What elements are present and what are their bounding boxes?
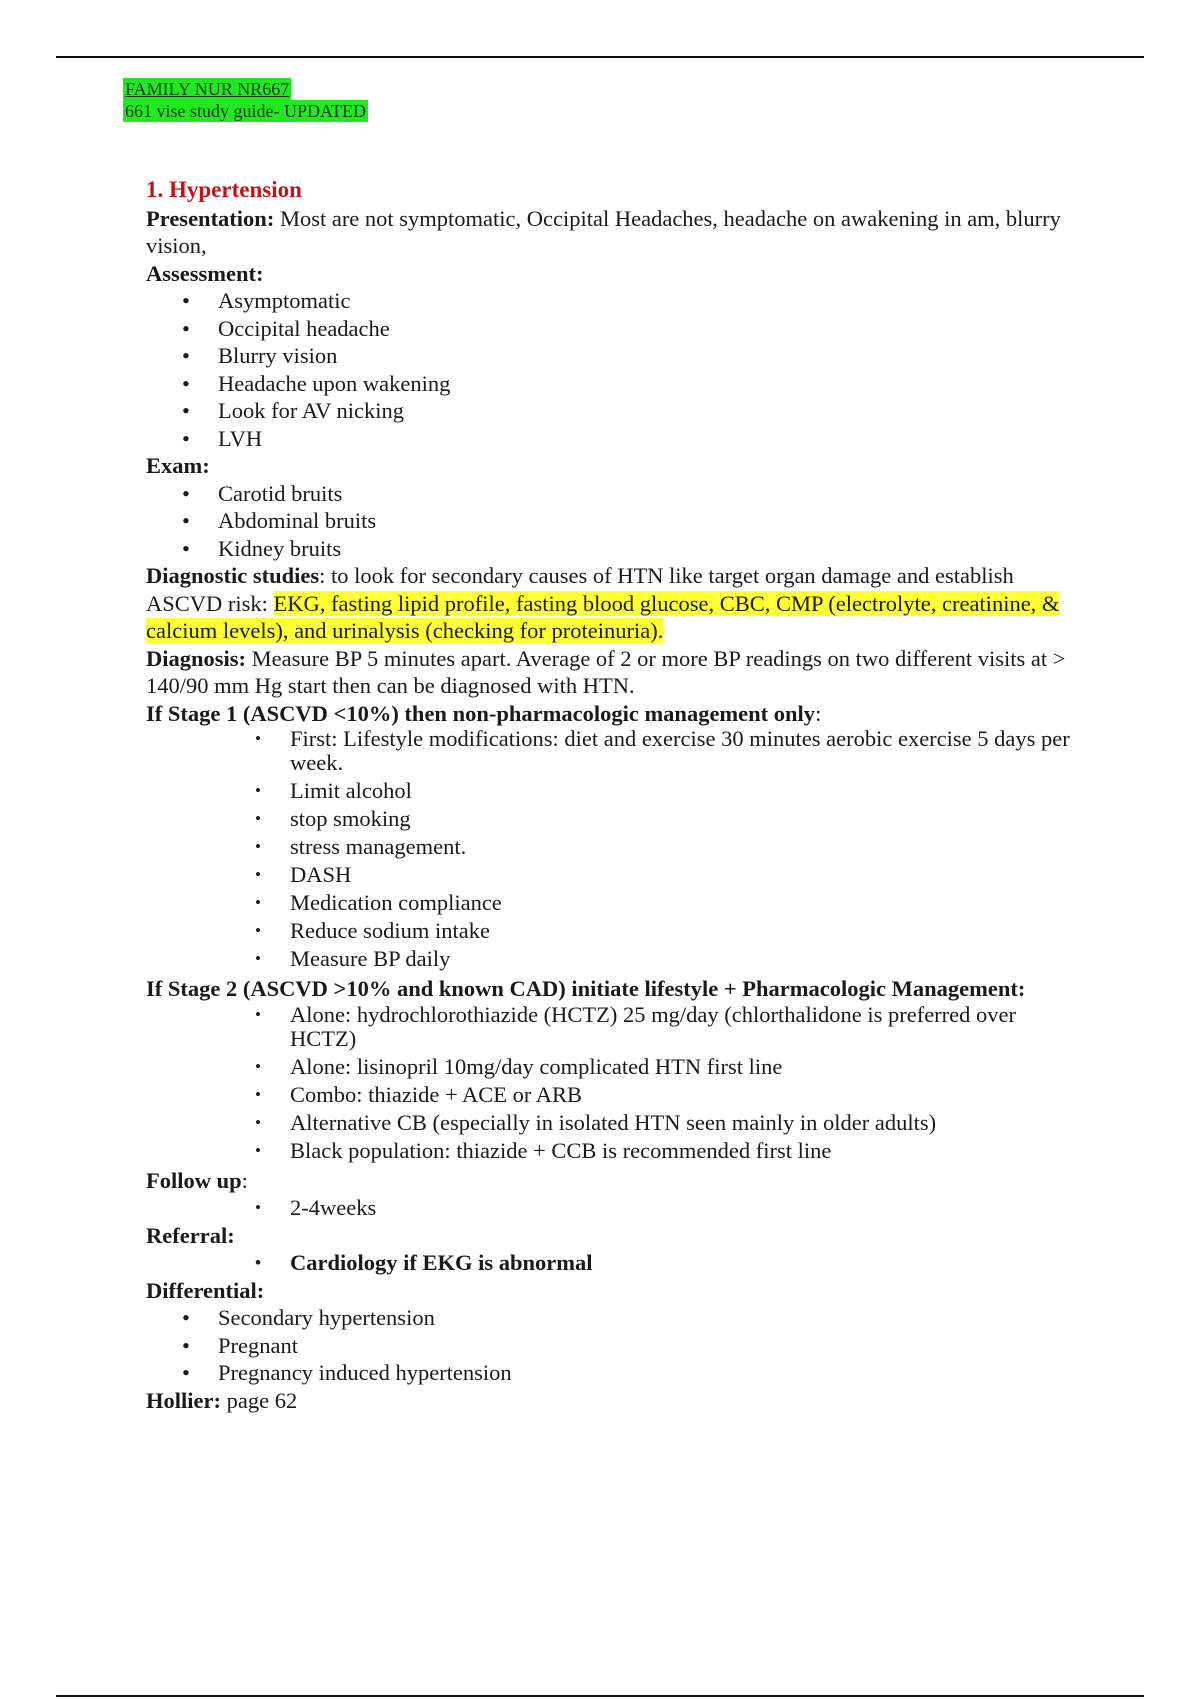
list-item: • Occipital headache: [146, 315, 1086, 343]
stage2-heading: If Stage 2 (ASCVD >10% and known CAD) initiate lifestyle + Pharmacologic Management:: [146, 976, 1026, 1001]
document-body: [146, 176, 1086, 1414]
hollier-label: Hollier:: [146, 1387, 221, 1413]
list-item: • Abdominal bruits: [146, 507, 1086, 535]
assessment-list: [146, 287, 1086, 452]
list-item: • Pregnancy induced hypertension: [146, 1359, 1086, 1387]
diagnosis-paragraph: [146, 645, 1086, 700]
hollier-text: page 62: [220, 1387, 298, 1413]
list-item: • Secondary hypertension: [146, 1304, 1086, 1332]
top-rule: [56, 56, 1144, 58]
presentation-label: Presentation:: [146, 205, 275, 231]
list-item: • stop smoking: [146, 807, 1086, 835]
list-item: • Headache upon wakening: [146, 370, 1086, 398]
diagnostic-highlight: EKG, fasting lipid profile, fasting blood glucose, CBC, CMP (electrolyte, creatinine, & calcium levels), and urinalysis (checking for proteinuria).: [146, 590, 1060, 643]
list-item: • Kidney bruits: [146, 535, 1086, 563]
list-item: • Carotid bruits: [146, 480, 1086, 508]
header-course: FAMILY NUR NR667: [125, 79, 290, 99]
diagnostic-text: : to look for secondary causes of HTN like target organ damage and establish ASCVD risk:: [146, 563, 1014, 616]
header-guide-title: 661 vise study guide- UPDATED: [125, 101, 366, 121]
document-header: [123, 78, 368, 122]
followup-list: [146, 1194, 1086, 1222]
hollier-paragraph: [146, 1387, 1086, 1415]
list-item: • Alone: lisinopril 10mg/day complicated HTN first line: [146, 1055, 1086, 1083]
followup-heading: Follow up:: [146, 1167, 248, 1193]
list-item: • Asymptomatic: [146, 287, 1086, 315]
list-item: • First: Lifestyle modifications: diet and exercise 30 minutes aerobic exercise 5 days per week.: [146, 727, 1086, 779]
exam-list: [146, 480, 1086, 563]
list-item: • 2-4weeks: [146, 1194, 1086, 1222]
differential-list: [146, 1304, 1086, 1387]
list-item: • Medication compliance: [146, 891, 1086, 919]
list-item: • LVH: [146, 425, 1086, 453]
list-item: • Measure BP daily: [146, 947, 1086, 975]
differential-heading: Differential:: [146, 1277, 265, 1303]
list-item: • Blurry vision: [146, 342, 1086, 370]
list-item: • stress management.: [146, 835, 1086, 863]
presentation-paragraph: [146, 205, 1086, 260]
stage2-list: [146, 1003, 1086, 1167]
list-item: • Limit alcohol: [146, 779, 1086, 807]
stage1-heading: If Stage 1 (ASCVD <10%) then non-pharmacologic management only:: [146, 700, 822, 726]
diagnosis-label: Diagnosis:: [146, 645, 247, 671]
list-item: • Combo: thiazide + ACE or ARB: [146, 1083, 1086, 1111]
section-title: 1. Hypertension: [146, 177, 302, 202]
diagnostic-label: Diagnostic studies: [146, 563, 320, 588]
diagnostic-paragraph: [146, 562, 1086, 645]
list-item: • Alone: hydrochlorothiazide (HCTZ) 25 mg/day (chlorthalidone is preferred over HCTZ): [146, 1003, 1086, 1055]
list-item: • Reduce sodium intake: [146, 919, 1086, 947]
assessment-heading: Assessment:: [146, 260, 264, 286]
exam-heading: Exam:: [146, 453, 210, 478]
bottom-rule: [56, 1695, 1144, 1697]
diagnosis-text: Measure BP 5 minutes apart. Average of 2 or more BP readings on two different visits at > 140/90 mm Hg start then can be diagnosed with HTN.: [146, 645, 1066, 698]
list-item: • DASH: [146, 863, 1086, 891]
stage1-list: [146, 727, 1086, 975]
list-item: • Cardiology if EKG is abnormal: [146, 1249, 1086, 1277]
list-item: • Alternative CB (especially in isolated HTN seen mainly in older adults): [146, 1111, 1086, 1139]
list-item: • Black population: thiazide + CCB is recommended first line: [146, 1139, 1086, 1167]
referral-list: [146, 1249, 1086, 1277]
presentation-text: Most are not symptomatic, Occipital Headaches, headache on awakening in am, blurry vision,: [146, 205, 1061, 258]
referral-heading: Referral:: [146, 1222, 235, 1248]
list-item: • Pregnant: [146, 1332, 1086, 1360]
list-item: • Look for AV nicking: [146, 397, 1086, 425]
